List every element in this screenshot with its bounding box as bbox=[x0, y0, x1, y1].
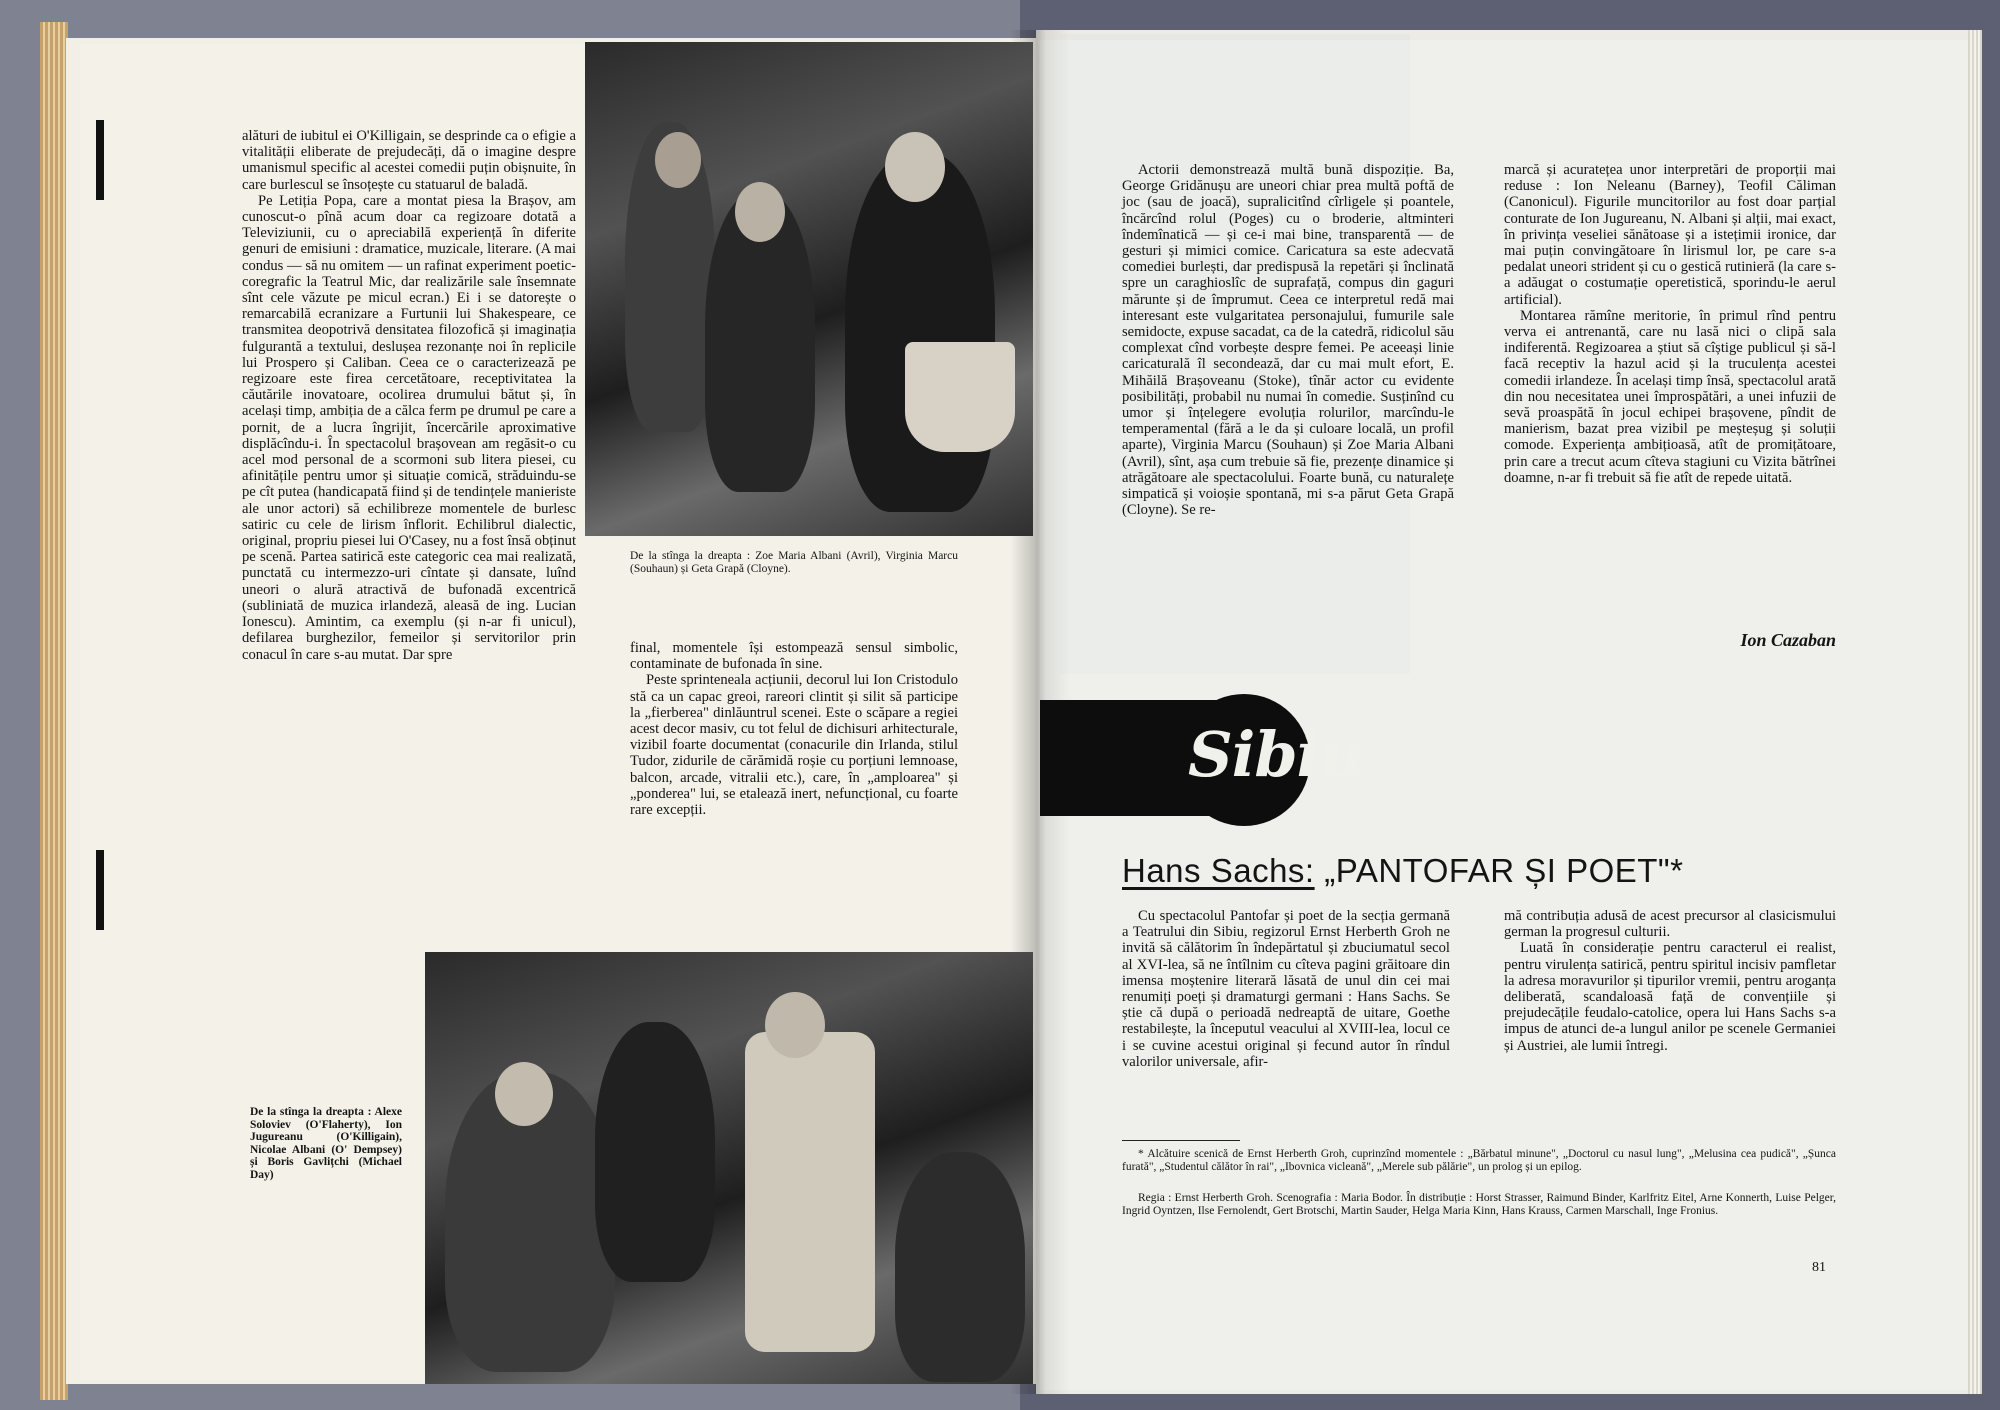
paragraph: Pe Letiția Popa, care a montat piesa la Brașov, am cunoscut-o pînă acum doar ca regizoare dotată a Televiziunii, cu o apreciabilă experiență în diferite genuri de emisiuni : dramatice, muzicale, literare. (A mai condus — să nu omitem — un rafinat experiment poetic-coregrafic la Teatrul Mic, dar realizările sale însemnate sînt cele văzute pe micul ecran.) Ei i se datorește o remarcabilă ecranizare a Furtunii lui Shakespeare, ce transmitea deopotrivă densitatea filozofică și imaginația fulgurantă a textului, deslușea rezonanțe noi în replicile lui Prospero și Caliban. Ceea ce o caracterizează pe regizoare este firea cercetătoare, receptivitatea la căutările inovatoare, ocolirea drumului bătut și, în același timp, ambiția de a călca ferm pe drumul pe care a pornit, de a lucra îngrijit, încercările aproximative displăcîndu-i. În spectacolul brașovean am regăsit-o cu acel mod personal de a scormoni sub litera piesei, cu afinitățile pentru umor și situație comică, străduindu-se pe cît putea (handicapată fiind și de tendințele manieriste ale unor actori) să echilibreze momentele de burlesc satiric cu cele de lirism înflorit. Echilibrul dialectic, original, propriu piesei lui O'Casey, nu a fost însă obținut pe scenă. Partea satirică este categoric cea mai realizată, punctată cu intermezzo-uri cîntate și dansate, luînd uneori o alură atractivă de bufonadă excentrică (subliniată de muzica irlandeză, aleasă de ing. Lucian Ionescu). Amintim, ca exemplu (și n-ar fi unicul), defilarea burghezilor, femeilor și servitorilor prin conacul în care s-au mutat. Dar spre bbox=[242, 192, 576, 663]
right-column-2 bbox=[1504, 162, 1836, 486]
footnote-2: Regia : Ernst Herberth Groh. Scenografia : Maria Bodor. În distribuție : Horst Strasser, Raimund Binder, Karlfritz Eitel, Arne Konnerth, Luise Pelger, Ingrid Oyntzen, Ilse Fernolendt, Gert Brotschi, Martin Sauder, Helga Maria Kinn, Hans Krauss, Carmen Marschall, Inge Fronius. bbox=[1122, 1192, 1836, 1217]
photo-three-actresses bbox=[585, 42, 1033, 536]
footnote-1: * Alcătuire scenică de Ernst Herberth Groh, cuprinzînd momentele : „Bărbatul minune", „Doctorul cu nasul lung", „Melusina cea pudică", „Șunca furată", „Studentul călător în rai", „Ibovnica vicleană", „Merele sub pălărie", un prolog și un epilog. bbox=[1122, 1148, 1836, 1173]
headline-author: Hans Sachs: bbox=[1122, 852, 1315, 889]
photo-caption-bottom: De la stînga la dreapta : Alexe Soloviev (O'Flaherty), Ion Jugureanu (O'Killigain), Nicolae Albani (O' Dempsey) și Boris Gavlițchi (Michael Day) bbox=[250, 1106, 402, 1181]
page-edges-left bbox=[40, 22, 68, 1400]
paragraph: Montarea rămîne meritorie, în primul rînd pentru verva ei antrenantă, care nu lasă nici o clipă sala indiferentă. Regizoarea a știut să cîștige publicul și să-l facă receptiv la hazul acid și la truculența acestei comedii irlandeze. În același timp însă, spectacolul arată din nou necesitatea unei împrospătări, a unei infuzii de sevă proaspătă în jocul echipei brașovene, pîndit de manierism, bazat prea vizibil pe meșteșug și soluții comode. Experiența ambițioasă, atît de promițătoare, prin care a trecut acum cîteva stagiuni cu Vizita bătrînei doamne, n-ar fi trebuit să fie atît de repede uitată. bbox=[1504, 307, 1836, 486]
paragraph: marcă și acuratețea unor interpretări de proporții mai reduse : Ion Neleanu (Barney), Teofil Căliman (Canonicul). Figurile muncitorilor au fost doar parțial conturate de Ion Jugureanu, N. Albani și alții, mai exact, în privința veseliei sănătoase și a istețimii ironice, dar mai puțin convingătoare în lirismul lor, pe care s-a pedalat uneori strident și cu o gestică rutinieră (la care s-a adăugat o costumație operetistică, sporindu-le aerul artificial). bbox=[1504, 162, 1836, 308]
page-number: 81 bbox=[1812, 1260, 1826, 1275]
paragraph: Peste sprintenеala acțiunii, decorul lui Ion Cristodulo stă ca un capac greoi, rareori clintit și silit să participe la „fierberea" dinlăuntrul scenei. Este o scăpare a regiei acest decor masiv, cu tot felul de dichisuri arhitecturale, vizibil foarte documentat (conacurile din Irlanda, stilul Tudor, zidurile de cărămidă roșie cu porțiuni lemnoase, balcon, arcade, vitralii etc.), care, în „amploarea" și „ponderea" lui, se etalează inert, nefuncțional, cu foarte rare excepții. bbox=[630, 672, 958, 819]
article-column-1: Cu spectacolul Pantofar și poet de la secția germană a Teatrului din Sibiu, regizorul Ernst Herberth Groh ne invită să călătorim în îndepărtatul și zbuciumatul secol al XVI-lea, să ne întîlnim cu cîteva pagini grăitoare din imensa moștenire literară lăsată de unul din cei mai renumiți poeți și dramaturgi germani : Hans Sachs. Se știe că după o perioadă nedreaptă de uitare, Goethe restabilește, la începutul veacului al XVIII-lea, locul ce i se cuvine acestui original și fecund autor în rîndul valorilor universale, afir- bbox=[1122, 908, 1450, 1070]
paragraph: mă contribuția adusă de acest precursor al clasicismului german la progresul culturii. bbox=[1504, 908, 1836, 941]
article-column-2 bbox=[1504, 908, 1836, 1054]
author-signature: Ion Cazaban bbox=[1740, 630, 1836, 650]
right-column-1 bbox=[1122, 162, 1454, 518]
left-column-1 bbox=[242, 128, 576, 663]
photo-caption-top: De la stînga la dreapta : Zoe Maria Albani (Avril), Virginia Marcu (Souhaun) și Geta Grapă (Cloyne). bbox=[630, 550, 958, 575]
left-column-2 bbox=[630, 640, 958, 818]
paragraph: alături de iubitul ei O'Killigain, se desprinde ca o efigie a vitalității eliberate de prejudecăți, dă o imagine despre umanismul specific al acestei comedii puțin obișnuite, în care burlescul se însoțește cu statuarul de baladă. bbox=[242, 128, 576, 193]
margin-marker bbox=[96, 850, 104, 930]
city-logo: Sibiu bbox=[1188, 718, 1364, 791]
article-headline bbox=[1122, 852, 1822, 890]
footnote-rule bbox=[1122, 1140, 1240, 1141]
paragraph: Actorii demonstrează multă bună dispoziție. Ba, George Gridănușu are uneori chiar prea multă poftă de joc (sau de joacă), supralicitînd cîrligele și poantele, încărcînd rolul (Poges) cu o broderie, altminteri îndemînatică — și ce-i mai bine, transparentă — de gesturi și mimici comice. Caricatura sa este adecvată comediei burlești, dar predispusă la repetări și înclinată spre un caraghioslîc de suprafață, compus din gaguri mărunte și de împrumut. Ceea ce interpretul redă mai interesant este vulgaritatea personajului, fumurile sale semidocte, expuse sacadat, ca de la catedră, ridicolul său complexat cînd vorbește despre femei. Pe aceeași linie caricaturală îl secondează, dar cu mai mult efort, E. Mihăilă Brașoveanu (Stoke), tînăr actor cu evidente posibilități, probabil nu numai în comedie. Susținînd cu umor și înțelegere evoluția rolurilor, marcîndu-le temperamental (fără a le da și culoare locală, un profil aparte), Virginia Marcu (Souhaun) și Zoe Maria Albani (Avril), sînt, așa cum trebuie să fie, prezențe dinamice și atrăgătoare ale spectacolului. Foarte bună, cu naturalețe simpatică și voioșie spontană, mi s-a părut Geta Grapă (Cloyne). Se re- bbox=[1122, 162, 1454, 519]
paragraph: final, momentele își estompează sensul simbolic, contaminate de bufonada în sine. bbox=[630, 640, 958, 673]
headline-title: „PANTOFAR ȘI POET"* bbox=[1324, 852, 1684, 889]
photo-four-actors bbox=[425, 952, 1033, 1384]
margin-marker bbox=[96, 120, 104, 200]
page-edges-right bbox=[1968, 30, 1982, 1394]
paragraph: Luată în considerație pentru caracterul ei realist, pentru virulența satirică, pentru spiritul incisiv pamfletar la adresa moravurilor și tipurilor vremii, pentru aroganța deliberată, scandaloasă față de convențiile și prejudecățile feudalo-catolice, opera lui Hans Sachs s-a impus de atunci de-a lungul anilor pe scenele Germaniei și Austriei, ale lumii întregi. bbox=[1504, 940, 1836, 1054]
